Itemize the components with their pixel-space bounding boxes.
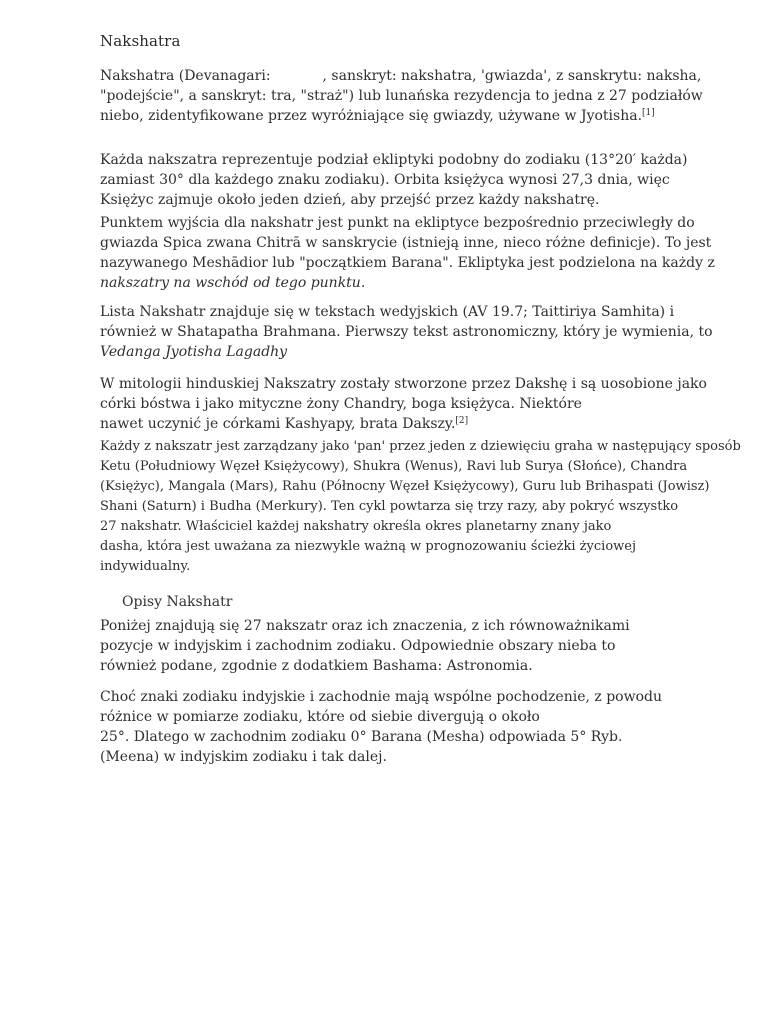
vedic-line-3: Vedanga Jyotisha Lagadhy	[100, 344, 288, 360]
graha-line-3: (Księżyc), Mangala (Mars), Rahu (Północny Węzeł Księżycowy), Guru lub Brihaspati (Jowisz)	[100, 479, 710, 494]
paragraph-zodiac-difference	[100, 687, 740, 767]
ecliptic-line-1: Każda nakszatra reprezentuje podział ekliptyki podobny do zodiaku (13°20′ każda)	[100, 152, 688, 168]
intro-line-2: "podejście", a sanskryt: tra, "straż") lub lunańska rezydencja to jedna z 27 podziałów	[100, 88, 703, 104]
graha-line-7: indywidualny.	[100, 559, 191, 574]
vedic-line-1: Lista Nakshatr znajduje się w tekstach wedyjskich (AV 19.7; Taittiriya Samhita) i	[100, 304, 675, 320]
intro-line-3: niebo, zidentyfikowane przez wyróżniające się gwiazdy, używane w Jyotisha.[1]	[100, 108, 655, 124]
paragraph-starting-point	[100, 213, 740, 293]
starting-point-line-1: Punktem wyjścia dla nakshatr jest punkt na ekliptyce bezpośrednio przeciwległy do	[100, 215, 695, 231]
zodiac-line-1: Choć znaki zodiaku indyjskie i zachodnie mają wspólne pochodzenie, z powodu	[100, 689, 662, 705]
ecliptic-line-2: zamiast 30° dla każdego znaku zodiaku). Orbita księżyca wynosi 27,3 dnia, więc	[100, 172, 670, 188]
list-intro-line-1: Poniżej znajdują się 27 nakszatr oraz ich znaczenia, z ich równoważnikami	[100, 618, 630, 634]
paragraph-mythology	[100, 374, 740, 434]
mythology-line-2: córki bóstwa i jako mityczne żony Chandry, boga księżyca. Niektóre	[100, 396, 582, 412]
reference-1[interactable]: [1]	[642, 108, 655, 118]
reference-2[interactable]: [2]	[455, 416, 469, 426]
zodiac-line-4: (Meena) w indyjskim zodiaku i tak dalej.	[100, 749, 387, 765]
paragraph-list-intro	[100, 616, 740, 676]
graha-line-4: Shani (Saturn) i Budha (Merkury). Ten cykl powtarza się trzy razy, aby pokryć wszystko	[100, 499, 679, 514]
page-title: Nakshatra	[100, 32, 181, 50]
graha-line-1: Każdy z nakszatr jest zarządzany jako 'pan' przez jeden z dziewięciu graha w następujący sposób	[100, 439, 741, 454]
paragraph-ecliptic	[100, 150, 740, 210]
starting-point-line-4: nakszatry na wschód od tego punktu.	[100, 275, 366, 291]
section-heading: Opisy Nakshatr	[122, 594, 233, 610]
list-intro-line-2: pozycje w indyjskim i zachodnim zodiaku. Odpowiednie obszary nieba to	[100, 638, 616, 654]
zodiac-line-2: różnice w pomiarze zodiaku, które od siebie divergują o około	[100, 709, 540, 725]
list-intro-line-3: również podane, zgodnie z dodatkiem Bashama: Astronomia.	[100, 658, 533, 674]
vedic-line-2: również w Shatapatha Brahmana. Pierwszy tekst astronomiczny, który je wymienia, to	[100, 324, 713, 340]
graha-line-2: Ketu (Południowy Węzeł Księżycowy), Shukra (Wenus), Ravi lub Surya (Słońce), Chandra	[100, 459, 688, 474]
starting-point-line-3: nazywanego Meshādior lub "początkiem Barana". Ekliptyka jest podzielona na każdy z	[100, 255, 715, 271]
paragraph-graha	[100, 437, 740, 577]
graha-line-6: dasha, która jest uważana za niezwykle ważną w prognozowaniu ścieżki życiowej	[100, 539, 636, 554]
graha-line-5: 27 nakshatr. Właściciel każdej nakshatry określa okres planetarny znany jako	[100, 519, 612, 534]
starting-point-line-2: gwiazda Spica zwana Chitrā w sanskrycie (istnieją inne, nieco różne definicje). To jest	[100, 235, 712, 251]
mythology-line-3: nawet uczynić je córkami Kashyapy, brata Dakszy.[2]	[100, 416, 469, 432]
intro-line-1: Nakshatra (Devanagari: , sanskryt: nakshatra, 'gwiazda', z sanskrytu: naksha,	[100, 68, 702, 84]
paragraph-intro	[100, 66, 740, 126]
zodiac-line-3: 25°. Dlatego w zachodnim zodiaku 0° Barana (Mesha) odpowiada 5° Ryb.	[100, 729, 623, 745]
mythology-line-1: W mitologii hinduskiej Nakszatry zostały stworzone przez Dakshę i są uosobione jako	[100, 376, 707, 392]
paragraph-vedic-texts	[100, 302, 740, 362]
ecliptic-line-3: Księżyc zajmuje około jeden dzień, aby przejść przez każdy nakshatrę.	[100, 192, 600, 208]
